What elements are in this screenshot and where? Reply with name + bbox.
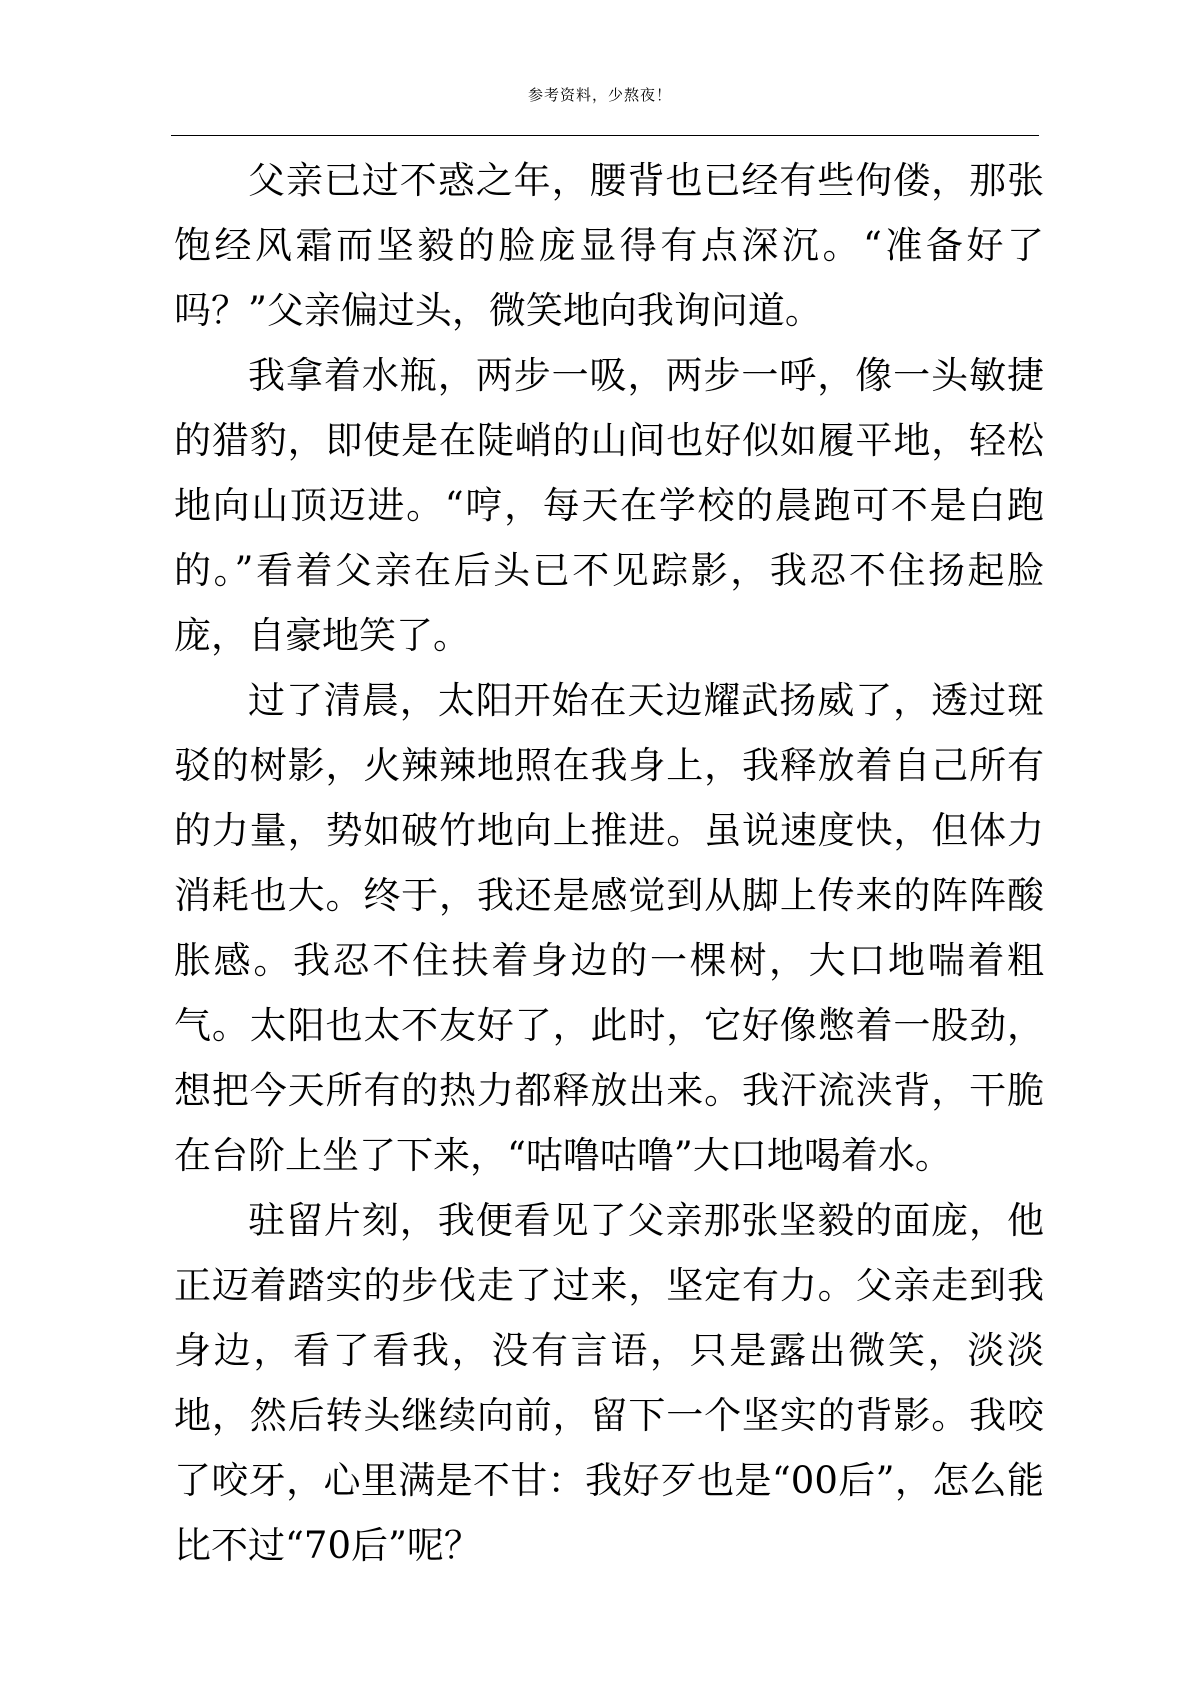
header-divider (171, 135, 1039, 136)
paragraph-1: 父亲已过不惑之年，腰背也已经有些佝偻，那张饱经风霜而坚毅的脸庞显得有点深沉。“准备好了吗？”父亲偏过头，微笑地向我询问道。 (174, 159, 1044, 332)
paragraph-4: 驻留片刻，我便看见了父亲那张坚毅的面庞，他正迈着踏实的步伐走了过来，坚定有力。父亲走到我身边，看了看我，没有言语，只是露出微笑，淡淡地，然后转头继续向前，留下一个坚实的背影。我咬了咬牙，心里满是不甘：我好歹也是“00后”，怎么能比不过“70后”呢？ (174, 1199, 1044, 1567)
page-header: 参考资料，少熬夜！ (527, 86, 672, 104)
paragraph-3: 过了清晨，太阳开始在天边耀武扬威了，透过斑驳的树影，火辣辣地照在我身上，我释放着自己所有的力量，势如破竹地向上推进。虽说速度快，但体力消耗也大。终于，我还是感觉到从脚上传来的阵阵酸胀感。我忍不住扶着身边的一棵树，大口地喘着粗气。太阳也太不友好了，此时，它好像憋着一股劲，想把今天所有的热力都释放出来。我汗流浃背，干脆在台阶上坐了下来，“咕噜咕噜”大口地喝着水。 (174, 679, 1044, 1177)
document-body (174, 148, 1044, 1578)
paragraph-2: 我拿着水瓶，两步一吸，两步一呼，像一头敏捷的猎豹，即使是在陡峭的山间也好似如履平地，轻松地向山顶迈进。“哼，每天在学校的晨跑可不是白跑的。”看着父亲在后头已不见踪影，我忍不住扬起脸庞，自豪地笑了。 (174, 354, 1044, 657)
